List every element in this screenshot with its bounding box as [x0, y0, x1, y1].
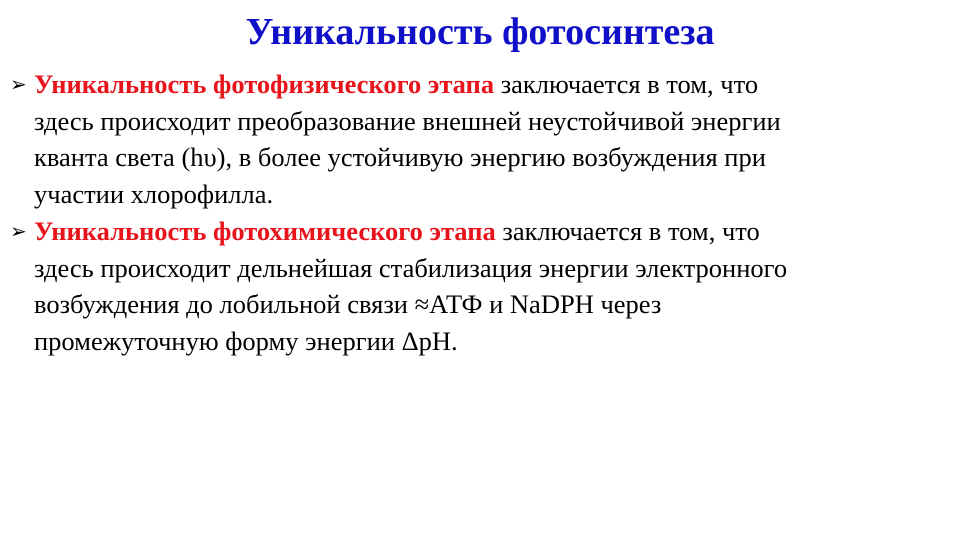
bullet-line	[34, 66, 946, 103]
bullet-highlight: Уникальность фотофизического этапа	[34, 69, 495, 99]
bullet-text: заключается в том, что	[494, 69, 759, 99]
bullet-line: кванта света (hυ), в более устойчивую энергию возбуждения при	[34, 142, 766, 172]
bullet-line: возбуждения до лобильной связи ≈АТФ и NaDPH через	[34, 289, 662, 319]
bullet-line	[34, 213, 946, 250]
bullet-line: здесь происходит преобразование внешней неустойчивой энергии	[34, 105, 781, 136]
bullet-text: заключается в том, что	[495, 216, 760, 246]
slide-content	[10, 66, 946, 360]
slide-title: Уникальность фотосинтеза	[245, 11, 715, 53]
bullet-line: участии хлорофилла.	[34, 178, 274, 209]
bullet-line: промежуточную форму энергии ΔpH.	[34, 325, 458, 356]
bullet-line: здесь происходит дельнейшая стабилизация энергии электронного	[34, 252, 788, 283]
bullet-highlight: Уникальность фотохимического этапа	[34, 216, 496, 246]
bullet-item	[10, 213, 946, 359]
arrow-bullet-icon: ➢	[10, 219, 27, 243]
arrow-bullet-icon: ➢	[10, 72, 27, 96]
bullet-item	[10, 66, 946, 212]
